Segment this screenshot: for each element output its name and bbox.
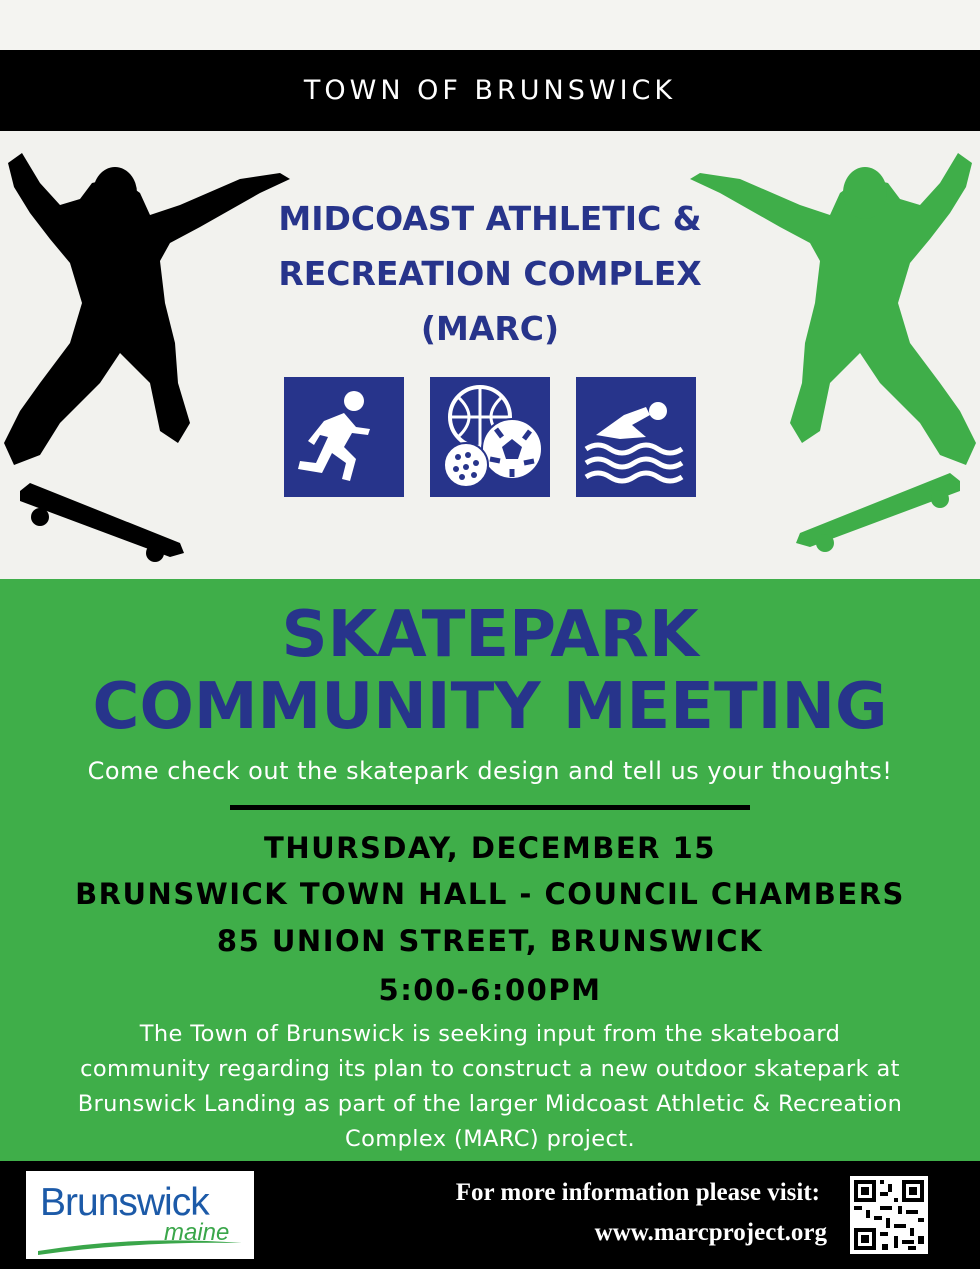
event-venue: BRUNSWICK TOWN HALL - COUNCIL CHAMBERS [75, 877, 905, 911]
event-headline [0, 599, 980, 743]
swimmer-icon [576, 377, 696, 497]
facility-title [230, 191, 750, 356]
description-line: community regarding its plan to construct a new outdoor skatepark at [80, 1056, 900, 1082]
facility-title-line1: MIDCOAST ATHLETIC & [278, 199, 702, 238]
event-subhead: Come check out the skatepark design and tell us your thoughts! [87, 757, 893, 785]
logo-swoosh-icon [36, 1233, 246, 1257]
headline-line2: COMMUNITY MEETING [92, 670, 888, 744]
description-line: The Town of Brunswick is seeking input from the skateboard [139, 1021, 841, 1047]
qr-code-icon[interactable] [850, 1176, 928, 1254]
event-address: 85 UNION STREET, BRUNSWICK [216, 924, 764, 958]
footer [0, 1161, 980, 1269]
org-name: TOWN OF BRUNSWICK [303, 75, 677, 106]
event-time: 5:00-6:00PM [378, 973, 602, 1007]
event-date: THURSDAY, DECEMBER 15 [264, 831, 716, 865]
sports-balls-icon [430, 377, 550, 497]
top-strip [0, 0, 980, 50]
logo-sub-text: maine [164, 1219, 230, 1246]
facility-title-line2: RECREATION COMPLEX [278, 254, 702, 293]
activity-icons [284, 377, 696, 497]
title-bar [0, 50, 980, 131]
divider [230, 805, 750, 810]
logo-main-text: Brunswick [40, 1181, 209, 1224]
brunswick-logo [26, 1171, 254, 1259]
facility-section [0, 131, 980, 579]
website-link[interactable]: www.marcproject.org [594, 1219, 827, 1246]
description-line: Brunswick Landing as part of the larger Midcoast Athletic & Recreation [77, 1091, 903, 1117]
headline-line1: SKATEPARK [281, 598, 699, 672]
facility-title-line3: (MARC) [420, 309, 560, 348]
running-person-icon [284, 377, 404, 497]
event-section [0, 579, 980, 1161]
description-line: Complex (MARC) project. [344, 1126, 636, 1152]
event-description [20, 1017, 960, 1157]
info-label: For more information please visit: [455, 1179, 820, 1206]
